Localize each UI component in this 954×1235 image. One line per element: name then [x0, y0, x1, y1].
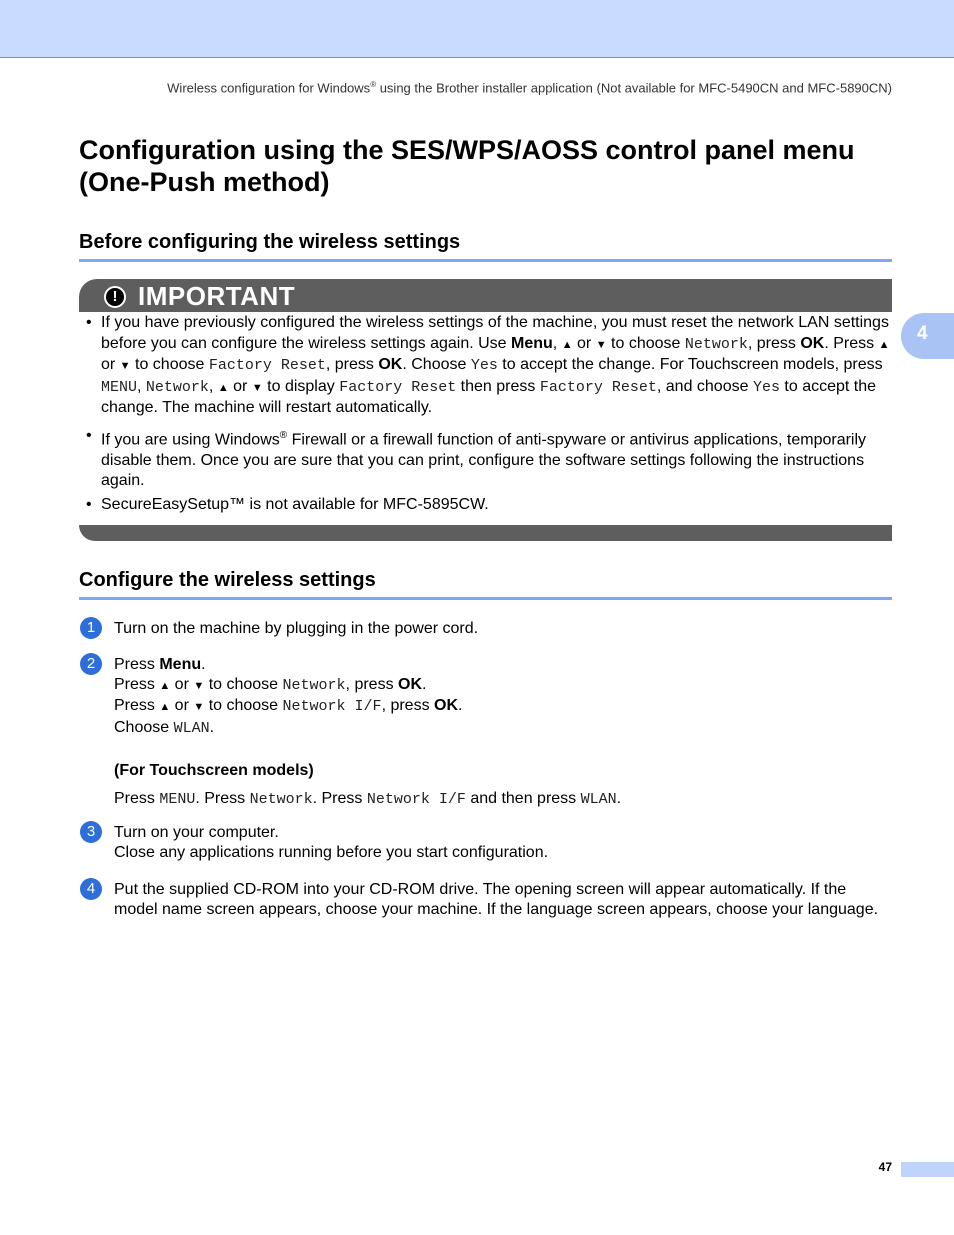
step-number-2: 2: [80, 653, 102, 675]
down-arrow-icon: ▼: [119, 360, 131, 372]
up-arrow-icon: ▲: [159, 701, 171, 714]
down-arrow-icon: ▼: [193, 701, 205, 714]
important-label: IMPORTANT: [138, 281, 296, 311]
section-rule: [79, 259, 892, 262]
page-number-tab: [901, 1162, 954, 1177]
important-bullet-ses: • SecureEasySetup™ is not available for MFC-5895CW.: [79, 495, 892, 516]
step-2-text: Press Menu. Press ▲ or ▼ to choose Network, press OK. Press ▲ or ▼ to choose Network I/F, press OK. Choose WLAN. (For Touchscreen models) Press MENU. Press Network. Press Network I/F and then press WLAN.: [114, 655, 894, 810]
important-bullet-firewall: • If you are using Windows® Firewall or a firewall function of anti-spyware or antivirus applications, temporarily disable them. Once you are sure that you can print, configure the software settings following the instructions again.: [86, 427, 867, 490]
important-bullet-reset: • If you have previously configured the wireless settings of the machine, you must reset the network LAN settings before you can configure the wireless settings again. Use Menu, ▲ or ▼ to choose Network, press OK. Press ▲ or ▼ to choose Factory Reset, press OK. Choose Yes to accept the change. For Touchscreen models, press MENU, Network, ▲ or ▼ to display Factory Reset then press Factory Reset, and choose Yes to accept the change. The machine will restart automatically.: [86, 314, 890, 416]
up-arrow-icon: ▲: [561, 338, 573, 351]
bullet-marker: •: [86, 496, 92, 513]
step-3-text: Turn on your computer. Close any applications running before you start configuration.: [114, 824, 549, 862]
exclamation-icon: !: [104, 286, 126, 308]
up-arrow-icon: ▲: [159, 680, 171, 693]
chapter-tab[interactable]: [901, 313, 954, 359]
down-arrow-icon: ▼: [193, 680, 205, 693]
up-arrow-icon: ▲: [878, 338, 890, 351]
touchscreen-subheading: (For Touchscreen models): [114, 761, 314, 779]
up-arrow-icon: ▲: [217, 381, 229, 394]
step-number-1: 1: [80, 617, 102, 639]
down-arrow-icon: ▼: [595, 338, 607, 351]
bullet-marker: •: [86, 427, 92, 444]
down-arrow-icon: ▼: [251, 381, 263, 394]
step-1-text: Turn on the machine by plugging in the power cord.: [114, 620, 479, 637]
page-number: 47: [878, 1160, 892, 1174]
page-title: Configuration using the SES/WPS/AOSS control panel menu (One-Push method): [79, 135, 855, 197]
bullet-marker: •: [86, 314, 92, 331]
step-number-3: 3: [80, 821, 102, 843]
step-4-text: Put the supplied CD-ROM into your CD-ROM drive. The opening screen will appear automatically. If the model name screen appears, choose your machine. If the language screen appears, choose your language.: [114, 881, 879, 919]
important-footer-bar: [79, 525, 892, 541]
step-number-4: 4: [80, 878, 102, 900]
section-heading-before-configuring: Before configuring the wireless settings: [79, 231, 461, 253]
chapter-number: 4: [917, 323, 928, 344]
section-heading-configure: Configure the wireless settings: [79, 569, 376, 591]
section-rule: [79, 597, 892, 600]
running-header: Wireless configuration for Windows® using the Brother installer application (Not available for MFC-5490CN and MFC-5890CN): [167, 80, 892, 96]
top-header-band: [0, 0, 954, 58]
